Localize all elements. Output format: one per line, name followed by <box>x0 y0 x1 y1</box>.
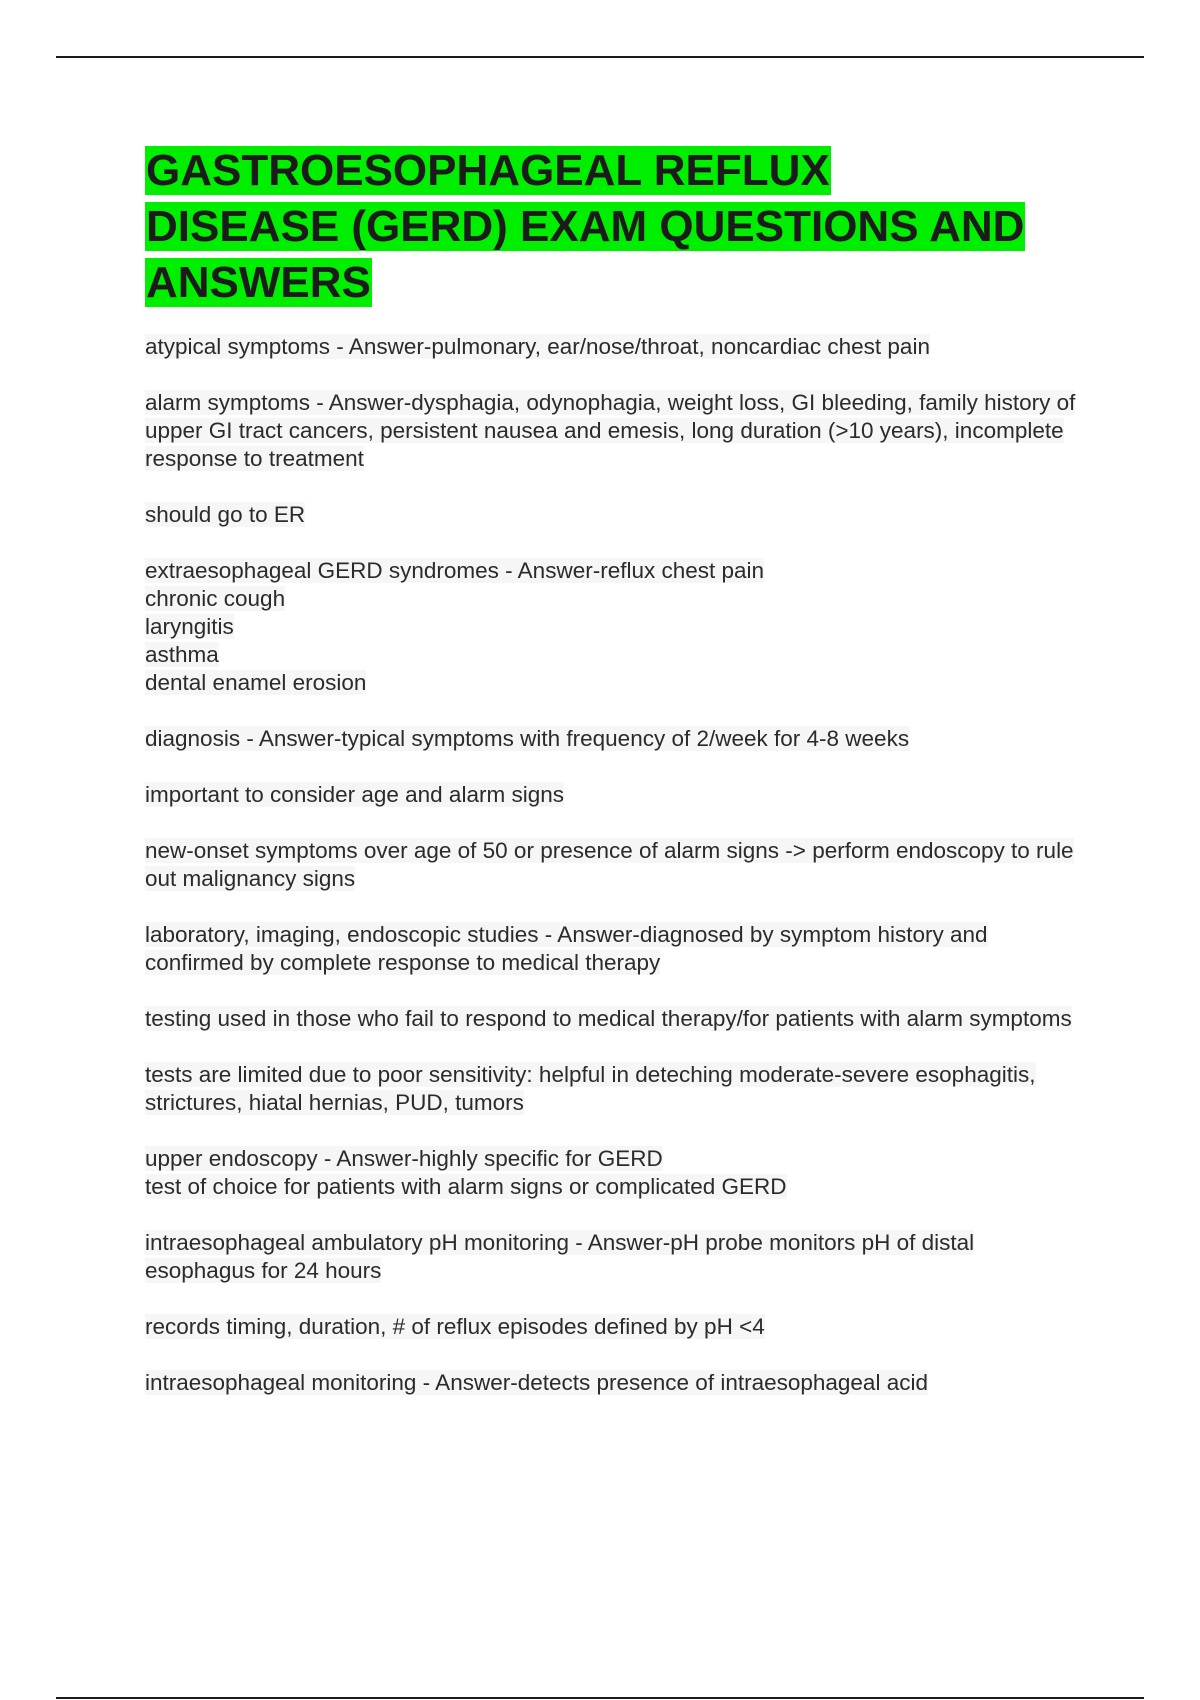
qa-paragraph: atypical symptoms - Answer-pulmonary, ear/nose/throat, noncardiac chest pain <box>145 334 930 359</box>
top-rule <box>56 56 1144 58</box>
bottom-rule <box>56 1697 1144 1699</box>
title-highlight: GASTROESOPHAGEAL REFLUX DISEASE (GERD) EXAM QUESTIONS AND ANSWERS <box>146 146 1025 307</box>
qa-paragraph: intraesophageal ambulatory pH monitoring - Answer-pH probe monitors pH of distal esophagus for 24 hours <box>145 1230 975 1283</box>
qa-paragraph: laboratory, imaging, endoscopic studies - Answer-diagnosed by symptom history and confirmed by complete response to medical therapy <box>145 922 988 975</box>
qa-paragraph: extraesophageal GERD syndromes - Answer-reflux chest pain chronic cough laryngitis asthma dental enamel erosion <box>145 558 765 695</box>
qa-paragraph: upper endoscopy - Answer-highly specific for GERD test of choice for patients with alarm signs or complicated GERD <box>145 1146 787 1199</box>
qa-paragraph: tests are limited due to poor sensitivity: helpful in deteching moderate-severe esophagitis, strictures, hiatal hernias, PUD, tumors <box>145 1062 1036 1115</box>
qa-paragraph: new-onset symptoms over age of 50 or presence of alarm signs -> perform endoscopy to rule out malignancy signs <box>145 838 1074 891</box>
qa-paragraph: alarm symptoms - Answer-dysphagia, odynophagia, weight loss, GI bleeding, family history of upper GI tract cancers, persistent nausea and emesis, long duration (>10 years), incomplete response to treatment <box>145 390 1076 471</box>
qa-paragraph: diagnosis - Answer-typical symptoms with frequency of 2/week for 4-8 weeks <box>145 726 910 751</box>
qa-paragraph: records timing, duration, # of reflux episodes defined by pH <4 <box>145 1314 765 1339</box>
document-title <box>145 143 1025 311</box>
qa-paragraph: testing used in those who fail to respond to medical therapy/for patients with alarm symptoms <box>145 1006 1072 1031</box>
qa-paragraph: intraesophageal monitoring - Answer-detects presence of intraesophageal acid <box>145 1370 928 1395</box>
document-body <box>145 143 1085 1425</box>
qa-paragraph: important to consider age and alarm signs <box>145 782 564 807</box>
qa-paragraph: should go to ER <box>145 502 306 527</box>
